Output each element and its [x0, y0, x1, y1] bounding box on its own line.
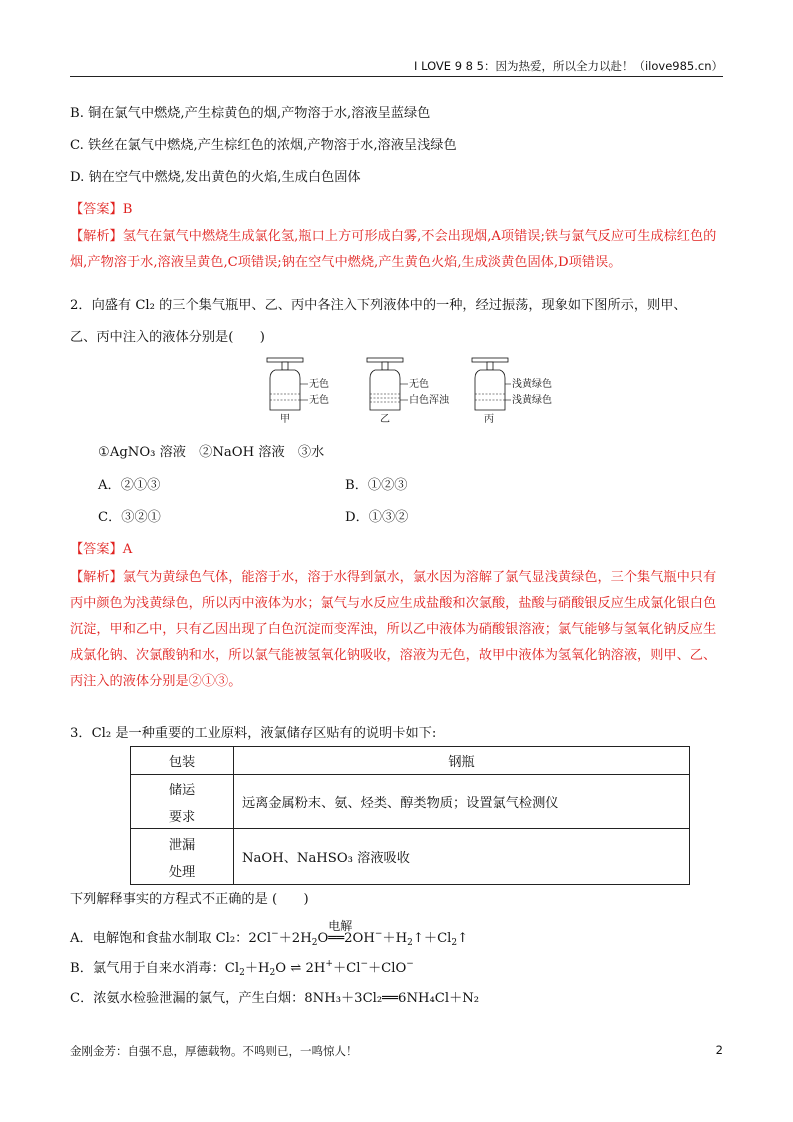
footer-motto: 金刚金芳：自强不息，厚德载物。不鸣则已，一鸣惊人！ [70, 1044, 358, 1058]
jar2-top-label: 无色 [409, 379, 429, 390]
q1-option-b: B. 铜在氯气中燃烧,产生棕黄色的烟,产物溶于水,溶液呈蓝绿色 [70, 106, 431, 121]
q1-option-d: D. 钠在空气中燃烧,发出黄色的火焰,生成白色固体 [70, 170, 361, 185]
table-header-cell [131, 775, 234, 829]
option-c-text: C．浓氨水检验泄漏的氯气，产生白烟： [70, 991, 305, 1006]
condition-label: 电解 [328, 919, 353, 933]
q3-option-a: A．电解饱和食盐水制取 Cl₂：$2Cl^-+2H_2O$ 电解 $══2OH^-+H_2↑+Cl_2↑$ [70, 919, 469, 948]
q2-stem-line2: 乙、丙中注入的液体分别是( ) [70, 330, 265, 345]
table-header-line: 处理 [168, 864, 196, 880]
option-a-text: A．电解饱和食盐水制取 Cl₂： [70, 931, 249, 946]
q2-option-d: D．①③② [345, 510, 409, 525]
jar3-name: 丙 [484, 414, 494, 425]
q3-option-b: B．氯气用于自来水消毒：$Cl_2+H_2O$ ⇌ 2H+＋Cl−＋ClO− [70, 959, 414, 978]
q3-stem: 3．Cl₂ 是一种重要的工业原料，液氯储存区贴有的说明卡如下: [70, 726, 437, 741]
q2-stem-line1: 2．向盛有 Cl₂ 的三个集气瓶甲、乙、丙中各注入下列液体中的一种，经过振荡，现象如下图所示，则甲、 [70, 298, 687, 313]
q2-option-b: B．①②③ [345, 478, 408, 493]
page-header: I LOVE 9 8 5：因为热爱，所以全力以赴！（ilove985.cn） [70, 56, 723, 77]
jar1-bottom-label: 无色 [309, 395, 329, 406]
jar-bing [472, 358, 552, 425]
q2-option-a: A．②①③ [98, 478, 161, 493]
chlorine-spec-card-table [130, 746, 690, 885]
q2-analysis: 【解析】氯气为黄绿色气体，能溶于水，溶于水得到氯水，氯水因为溶解了氯气显浅黄绿色，三个集气瓶中只有丙中颜色为浅黄绿色，所以丙中液体为水；氯气与水反应生成盐酸和次氯酸，盐酸与硝酸银反应生成氯化银白色沉淀，甲和乙中，只有乙因出现了白色沉淀而变浑浊，所以乙中液体为硝酸银溶液；氯气能够与氢氧化钠反应生成氯化钠、次氯酸钠和水，所以氯气能被氢氧化钠吸收，溶液为无色，故甲中液体为氢氧化钠溶液，则甲、乙、丙注入的液体分别是②①③。 [70, 570, 717, 689]
q3-option-c [70, 987, 479, 1006]
table-row [131, 747, 690, 775]
table-cell: 钢瓶 [234, 747, 690, 775]
jar1-name: 甲 [280, 414, 290, 425]
table-header-line: 储运 [168, 782, 196, 798]
table-cell: 远离金属粉末、氨、烃类、醇类物质；设置氯气检测仪 [234, 775, 690, 829]
jar-jia [267, 358, 329, 425]
q1-option-c: C. 铁丝在氯气中燃烧,产生棕红色的浓烟,产物溶于水,溶液呈浅绿色 [70, 138, 457, 153]
q3-question: 下列解释事实的方程式不正确的是 ( ) [70, 892, 309, 907]
jar3-bottom-label: 浅黄绿色 [512, 395, 552, 406]
q2-option-c: C．③②① [98, 510, 161, 525]
page-footer [70, 1043, 723, 1059]
table-row [131, 829, 690, 885]
table-row [131, 775, 690, 829]
q2-figure-gas-jars [262, 356, 562, 426]
jar-yi [367, 358, 450, 425]
jar2-bottom-label: 白色浑浊 [409, 395, 449, 406]
table-cell: NaOH、NaHSO₃ 溶液吸收 [234, 829, 690, 885]
q2-answer: 【答案】A [70, 542, 133, 557]
q1-analysis: 【解析】氢气在氯气中燃烧生成氯化氢,瓶口上方可形成白雾,不会出现烟,A项错误;铁与氯气反应可生成棕红色的烟,产物溶于水,溶液呈黄色,C项错误;钠在空气中燃烧,产生黄色火焰,生成淡黄色固体,D项错误。 [70, 229, 717, 270]
option-b-text: B．氯气用于自来水消毒： [70, 961, 225, 976]
q1-answer: 【答案】B [70, 202, 133, 217]
table-header-cell [131, 829, 234, 885]
jar3-top-label: 浅黄绿色 [512, 379, 552, 390]
jar1-top-label: 无色 [309, 379, 329, 390]
table-header-cell: 包装 [131, 747, 234, 775]
jar2-name: 乙 [380, 414, 390, 425]
option-c-equation: 8NH₃＋3Cl₂══6NH₄Cl＋N₂ [304, 991, 480, 1006]
electrolysis-arrow: 电解 ══ [328, 919, 353, 946]
table-header-line: 要求 [168, 809, 196, 825]
table-header-line: 泄漏 [168, 837, 196, 853]
q2-reagents: ①AgNO₃ 溶液 ②NaOH 溶液 ③水 [98, 445, 325, 460]
page-number: 2 [715, 1043, 723, 1057]
